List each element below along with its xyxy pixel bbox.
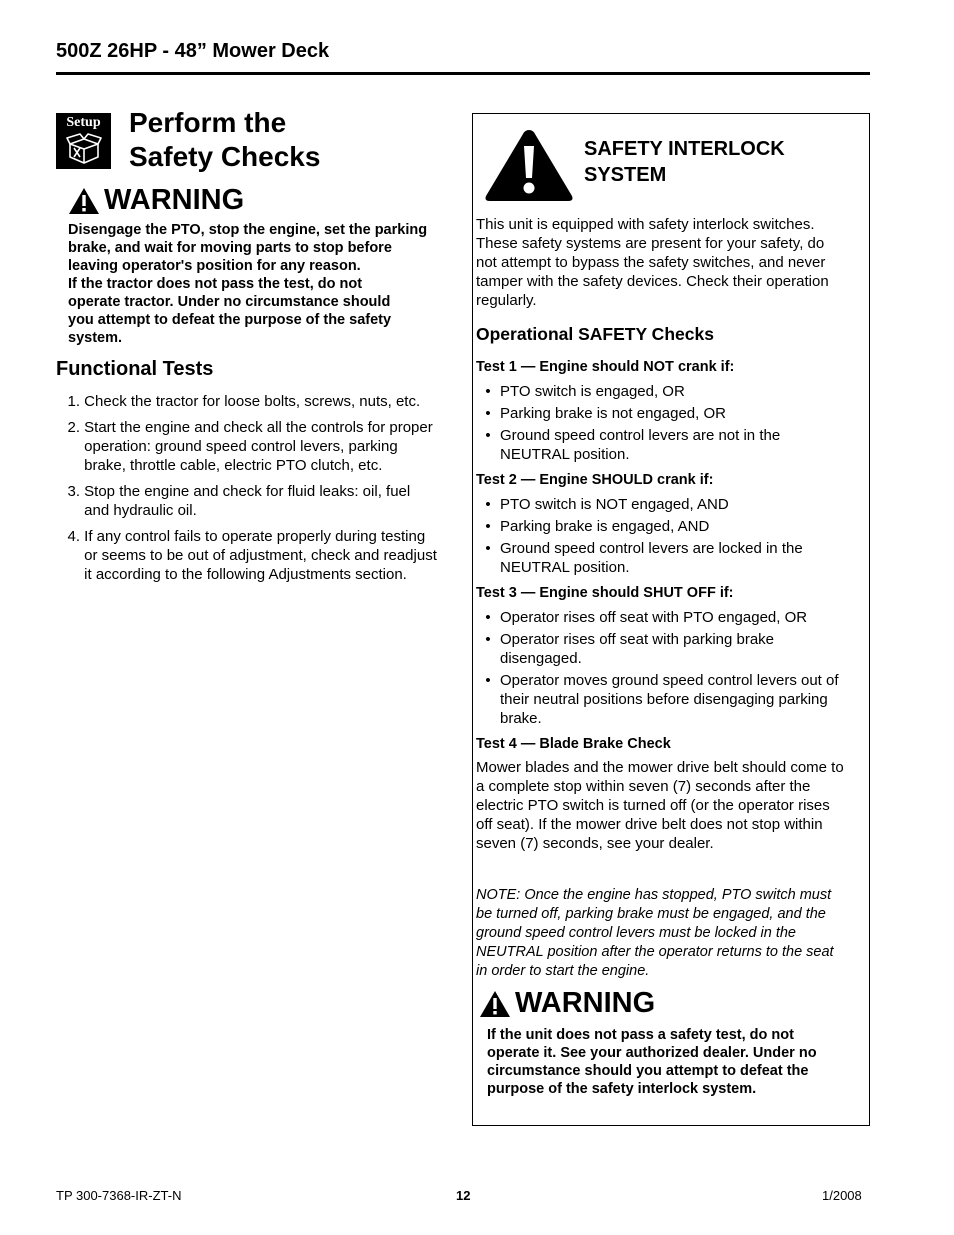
test-1-list	[476, 382, 868, 464]
bullet-line: brake.	[500, 710, 542, 727]
test-2-heading: Test 2 — Engine SHOULD crank if:	[476, 472, 714, 488]
bullet-line: their neutral positions before disengaging parking	[500, 691, 828, 708]
setup-box-icon	[56, 113, 111, 169]
footer-page-number: 12	[456, 1188, 471, 1203]
open-box-icon	[66, 133, 102, 165]
footer-date: 1/2008	[822, 1188, 862, 1203]
interlock-heading-line-1: SAFETY INTERLOCK	[584, 138, 785, 160]
warning-line: operate it. See your authorized dealer. Under no	[487, 1045, 817, 1061]
list-item	[56, 392, 456, 411]
warning-line: Disengage the PTO, stop the engine, set the parking	[68, 222, 428, 238]
warning-triangle-icon	[479, 990, 511, 1018]
functional-tests-heading: Functional Tests	[56, 358, 214, 380]
footer-doc-id: TP 300-7368-IR-ZT-N	[56, 1188, 182, 1203]
warning-text	[487, 1026, 868, 1098]
warning-text	[68, 221, 452, 347]
warning-line: brake, and wait for moving parts to stop before	[68, 240, 392, 256]
warning-line: purpose of the safety interlock system.	[487, 1081, 757, 1097]
list-item-line: it according to the following Adjustments section.	[84, 566, 407, 583]
list-item	[56, 418, 456, 475]
interlock-intro	[476, 215, 868, 310]
test-2-list	[476, 495, 868, 577]
warning-heading	[68, 184, 244, 217]
warning-line: leaving operator's position for any reason.	[68, 258, 361, 274]
bullet-line: Operator moves ground speed control levers out of	[500, 672, 839, 689]
list-item-number: 1.	[67, 393, 80, 410]
paragraph-line: This unit is equipped with safety interlock switches.	[476, 216, 815, 233]
list-item: • PTO switch is NOT engaged, AND	[485, 496, 729, 513]
warning-line: If the unit does not pass a safety test, do not	[487, 1027, 794, 1043]
list-item-line: operation: ground speed control levers, parking	[84, 438, 398, 455]
page-title-line-1: Perform the	[129, 107, 287, 138]
bullet-line: PTO switch is NOT engaged, AND	[500, 496, 729, 513]
list-item-number: 2.	[67, 419, 80, 436]
warning-line: circumstance should you attempt to defeat the	[487, 1063, 809, 1079]
operational-checks-heading: Operational SAFETY Checks	[476, 324, 714, 344]
warning-heading	[479, 987, 868, 1020]
warning-line: operate tractor. Under no circumstance should	[68, 294, 391, 310]
warning-heading-text: WARNING	[515, 987, 656, 1019]
test-3-list	[476, 608, 868, 728]
bullet-line: Operator rises off seat with parking brake	[500, 631, 775, 648]
test-4-text	[476, 758, 868, 853]
note-line: be turned off, parking brake must be engaged, and the	[476, 906, 826, 922]
paragraph-line: not attempt to bypass the safety switches, and never	[476, 254, 826, 271]
setup-icon-label: Setup	[66, 115, 101, 130]
safety-interlock-panel	[472, 113, 870, 1126]
warning-heading-text: WARNING	[104, 184, 245, 216]
paragraph-line: Mower blades and the mower drive belt should come to	[476, 759, 844, 776]
test-4-heading: Test 4 — Blade Brake Check	[476, 736, 671, 752]
list-item	[56, 482, 456, 520]
list-item: • Parking brake is not engaged, OR	[485, 405, 726, 422]
bullet-line: PTO switch is engaged, OR	[500, 383, 685, 400]
list-item: • Operator moves ground speed control levers out of their neutral positions before disengaging parking brake.	[485, 672, 839, 727]
bullet-line: Ground speed control levers are locked in the	[500, 540, 803, 557]
paragraph-line: off seat). If the mower drive belt does not stop within	[476, 816, 823, 833]
list-item-number: 4.	[67, 528, 80, 545]
paragraph-line: electric PTO switch is turned off (or the operator rises	[476, 797, 830, 814]
warning-line: If the tractor does not pass the test, do not	[68, 276, 363, 292]
bullet-line: Operator rises off seat with PTO engaged, OR	[500, 609, 808, 626]
functional-tests-list	[56, 392, 456, 591]
list-item	[56, 527, 456, 584]
bullet-line: Ground speed control levers are not in the	[500, 427, 781, 444]
paragraph-line: a complete stop within seven (7) seconds after the	[476, 778, 811, 795]
header-rule	[56, 72, 870, 75]
list-item: • Ground speed control levers are not in the NEUTRAL position.	[485, 427, 781, 463]
note-line: NEUTRAL position after the operator returns to the seat	[476, 944, 834, 960]
list-item-line: brake, throttle cable, electric PTO clutch, etc.	[84, 457, 383, 474]
page-title	[129, 106, 320, 174]
list-item: • Parking brake is engaged, AND	[485, 518, 710, 535]
interlock-heading-line-2: SYSTEM	[584, 164, 667, 186]
bullet-line: disengaged.	[500, 650, 582, 667]
list-item-line: Check the tractor for loose bolts, screws, nuts, etc.	[84, 393, 421, 410]
list-item-line: If any control fails to operate properly during testing	[84, 528, 426, 545]
list-item-line: Stop the engine and check for fluid leaks: oil, fuel	[84, 483, 411, 500]
bullet-line: NEUTRAL position.	[500, 446, 630, 463]
warning-line: system.	[68, 330, 123, 346]
bullet-line: Parking brake is engaged, AND	[500, 518, 710, 535]
warning-triangle-icon	[68, 187, 100, 215]
list-item: • Operator rises off seat with PTO engaged, OR	[485, 609, 808, 626]
document-header-title: 500Z 26HP - 48” Mower Deck	[56, 40, 330, 62]
note-text	[476, 886, 868, 981]
list-item-number: 3.	[67, 483, 80, 500]
bullet-line: Parking brake is not engaged, OR	[500, 405, 726, 422]
list-item-line: or seems to be out of adjustment, check and readjust	[84, 547, 437, 564]
note-line: ground speed control levers must be locked in the	[476, 925, 796, 941]
test-3-heading: Test 3 — Engine should SHUT OFF if:	[476, 585, 734, 601]
bullet-line: NEUTRAL position.	[500, 559, 630, 576]
paragraph-line: tamper with the safety devices. Check their operation	[476, 273, 829, 290]
note-line: NOTE: Once the engine has stopped, PTO switch must	[476, 887, 832, 903]
note-line: in order to start the engine.	[476, 963, 650, 979]
page-title-line-2: Safety Checks	[129, 141, 321, 172]
warning-line: you attempt to defeat the purpose of the safety	[68, 312, 392, 328]
list-item-line: and hydraulic oil.	[84, 502, 197, 519]
paragraph-line: regularly.	[476, 292, 537, 309]
test-1-heading: Test 1 — Engine should NOT crank if:	[476, 359, 735, 375]
interlock-heading	[584, 136, 785, 188]
list-item: • Ground speed control levers are locked in the NEUTRAL position.	[485, 540, 803, 576]
list-item: • Operator rises off seat with parking brake disengaged.	[485, 631, 775, 667]
paragraph-line: These safety systems are present for your safety, do	[476, 235, 825, 252]
list-item-line: Start the engine and check all the controls for proper	[84, 419, 433, 436]
list-item: • PTO switch is engaged, OR	[485, 383, 685, 400]
paragraph-line: seven (7) seconds, see your dealer.	[476, 835, 714, 852]
alert-triangle-icon	[482, 126, 576, 204]
